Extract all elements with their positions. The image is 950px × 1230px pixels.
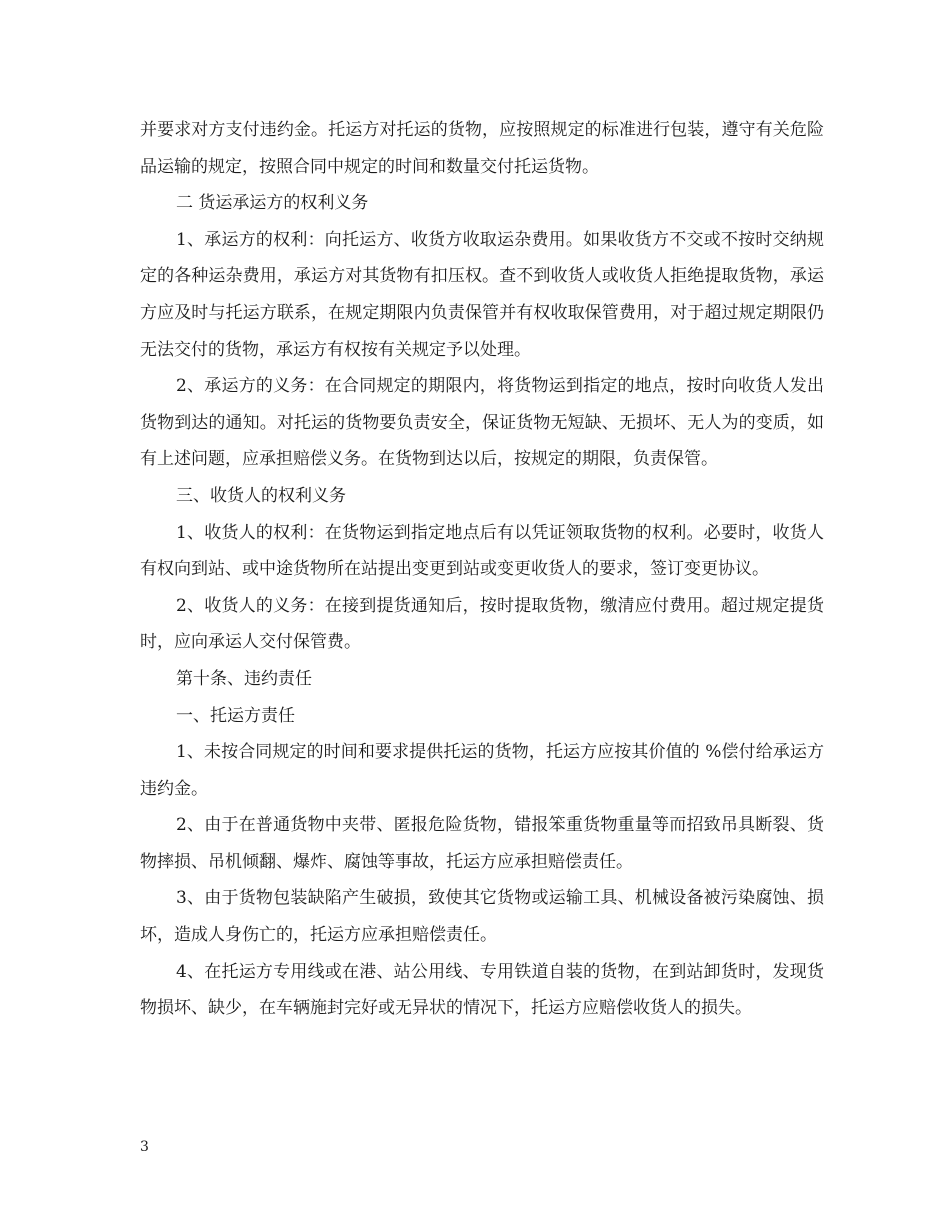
paragraph-liability-3: 3、由于货物包装缺陷产生破损，致使其它货物或运输工具、机械设备被污染腐蚀、损坏，造成人身伤亡的，托运方应承担赔偿责任。 bbox=[140, 888, 824, 946]
paragraph-liability-2: 2、由于在普通货物中夹带、匿报危险货物，错报笨重货物重量等而招致吊具断裂、货物摔损、吊机倾翻、爆炸、腐蚀等事故，托运方应承担赔偿责任。 bbox=[140, 815, 824, 872]
section-heading-consignee-rights: 三、收货人的权利义务 bbox=[176, 485, 346, 506]
section-heading-carrier-rights: 二 货运承运方的权利义务 bbox=[176, 193, 369, 214]
section-heading-shipper-liability: 一、托运方责任 bbox=[176, 705, 295, 726]
paragraph-carrier-rights: 1、承运方的权利：向托运方、收货方收取运杂费用。如果收货方不交或不按时交纳规定的各种运杂费用，承运方对其货物有扣压权。查不到收货人或收货人拒绝提取货物，承运方应及时与托运方联系，在规定期限内负责保管并有权收取保管费用，对于超过规定期限仍无法交付的货物，承运方有权按有关规定予以处理。 bbox=[140, 229, 824, 360]
paragraph-consignee-obligations: 2、收货人的义务：在接到提货通知后，按时提取货物，缴清应付费用。超过规定提货时，应向承运人交付保管费。 bbox=[140, 595, 824, 653]
paragraph-continuation: 并要求对方支付违约金。托运方对托运的货物，应按照规定的标准进行包装，遵守有关危险品运输的规定，按照合同中规定的时间和数量交付托运货物。 bbox=[140, 120, 824, 177]
paragraph-consignee-rights: 1、收货人的权利：在货物运到指定地点后有以凭证领取货物的权利。必要时，收货人有权向到站、或中途货物所在站提出变更到站或变更收货人的要求，签订变更协议。 bbox=[140, 522, 824, 580]
article-heading-liability: 第十条、违约责任 bbox=[176, 668, 312, 689]
paragraph-carrier-obligations: 2、承运方的义务：在合同规定的期限内，将货物运到指定的地点，按时向收货人发出货物到达的通知。对托运的货物要负责安全，保证货物无短缺、无损坏、无人为的变质，如有上述问题，应承担赔偿义务。在货物到达以后，按规定的期限，负责保管。 bbox=[140, 376, 824, 470]
document-body bbox=[140, 112, 824, 1027]
paragraph-liability-4: 4、在托运方专用线或在港、站公用线、专用铁道自装的货物，在到站卸货时，发现货物损坏、缺少，在车辆施封完好或无异状的情况下，托运方应赔偿收货人的损失。 bbox=[140, 961, 824, 1019]
page-number: 3 bbox=[140, 1139, 149, 1155]
paragraph-liability-1: 1、未按合同规定的时间和要求提供托运的货物，托运方应按其价值的 %偿付给承运方违约金。 bbox=[140, 742, 824, 799]
